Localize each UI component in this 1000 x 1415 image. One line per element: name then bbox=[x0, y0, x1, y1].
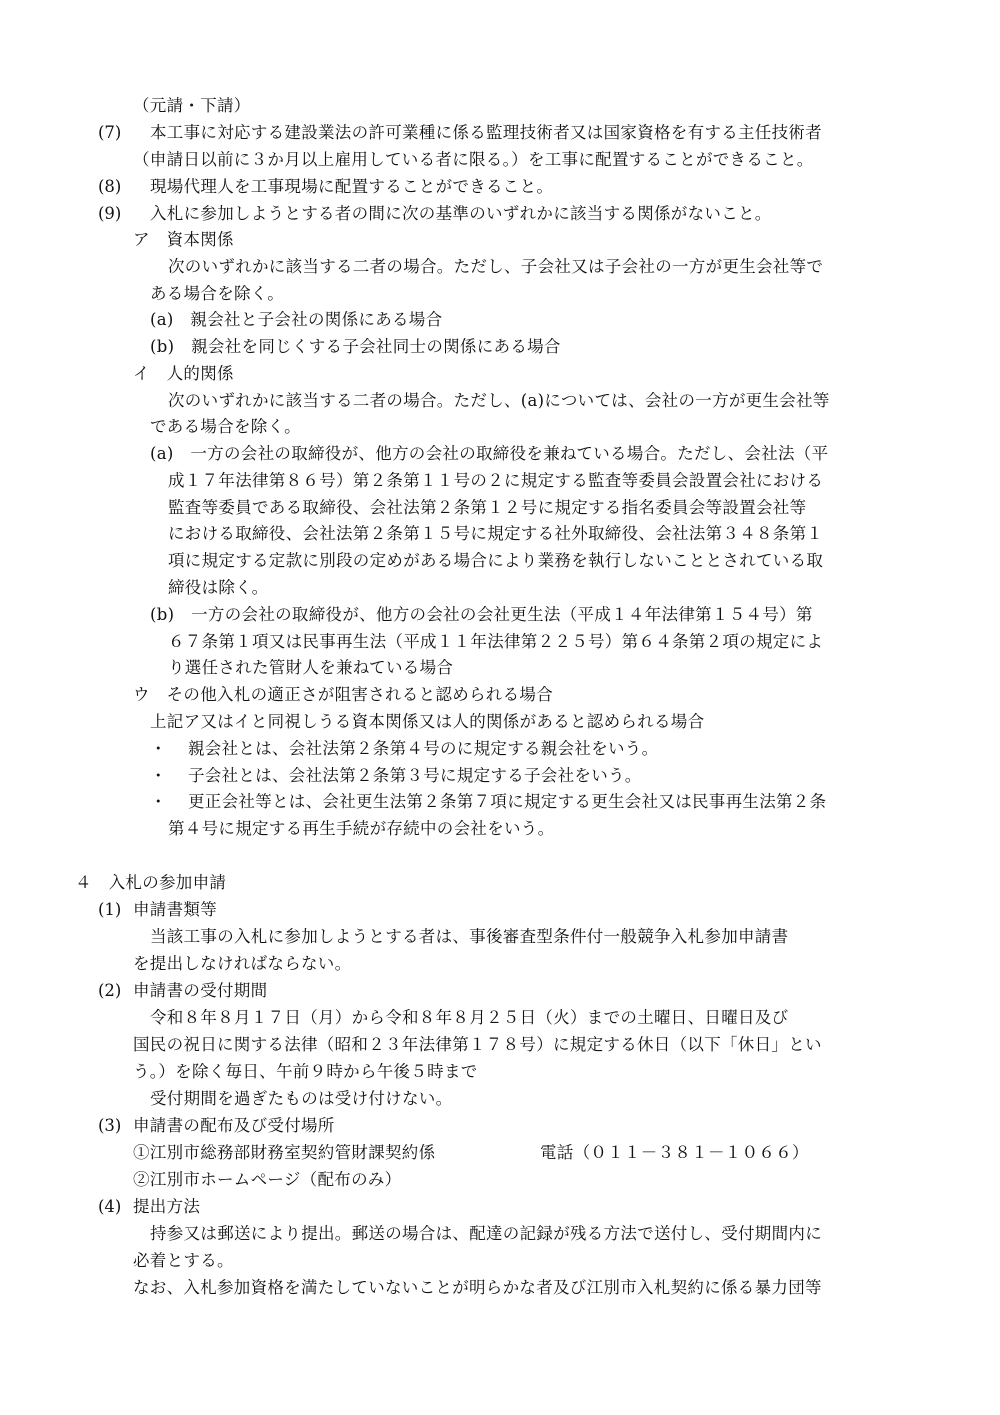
text-line: における取締役、会社法第２条第１５号に規定する社外取締役、会社法第３４８条第１ bbox=[168, 524, 824, 543]
text-line: (a) 親会社と子会社の関係にある場合 bbox=[150, 310, 443, 329]
subheading: 提出方法 bbox=[133, 1197, 201, 1216]
text-line: う。）を除く毎日、午前９時から午後５時まで bbox=[133, 1062, 478, 1081]
text-line: である場合を除く。 bbox=[150, 417, 301, 436]
text-line: 親会社とは、会社法第２条第４号のに規定する親会社をいう。 bbox=[188, 739, 659, 758]
text-line: (b) 親会社を同じくする子会社同士の関係にある場合 bbox=[150, 337, 561, 356]
text-line: ある場合を除く。 bbox=[150, 284, 285, 303]
text-line: ６７条第１項又は民事再生法（平成１１年法律第２２５号）第６４条第２項の規定によ bbox=[168, 632, 824, 651]
text-line: 次のいずれかに該当する二者の場合。ただし、子会社又は子会社の一方が更生会社等で bbox=[168, 257, 824, 276]
item-number: (2) bbox=[98, 981, 122, 1000]
bullet: ・ bbox=[150, 739, 167, 758]
bullet: ・ bbox=[150, 792, 167, 811]
text-line: を提出しなければならない。 bbox=[133, 954, 352, 973]
text-line: ②江別市ホームページ（配布のみ） bbox=[133, 1170, 402, 1189]
text-line: (b) 一方の会社の取締役が、他方の会社の会社更生法（平成１４年法律第１５４号）第 bbox=[150, 605, 813, 624]
subheading: 申請書の受付期間 bbox=[133, 981, 268, 1000]
item-number: (4) bbox=[98, 1197, 122, 1216]
text-line: （申請日以前に３か月以上雇用している者に限る。）を工事に配置することができること。 bbox=[133, 150, 814, 169]
text-line: 監査等委員である取締役、会社法第２条第１２号に規定する指名委員会等設置会社等 bbox=[168, 498, 807, 517]
text-line: 更正会社等とは、会社更生法第２条第７項に規定する更生会社又は民事再生法第２条 bbox=[188, 792, 827, 811]
subheading: イ 人的関係 bbox=[133, 364, 234, 383]
subheading: 申請書類等 bbox=[133, 900, 217, 919]
subheading: ア 資本関係 bbox=[133, 230, 234, 249]
item-number: (7) bbox=[98, 123, 122, 142]
section-heading: ４ 入札の参加申請 bbox=[75, 873, 227, 892]
text-line: 現場代理人を工事現場に配置することができること。 bbox=[150, 177, 554, 196]
text-line: 持参又は郵送により提出。郵送の場合は、配達の記録が残る方法で送付し、受付期間内に bbox=[150, 1224, 822, 1243]
text-line: なお、入札参加資格を満たしていないことが明らかな者及び江別市入札契約に係る暴力団等 bbox=[133, 1278, 822, 1297]
phone-number: 電話（０１１－３８１－１０６６） bbox=[540, 1143, 809, 1162]
text-line: 成１７年法律第８６号）第２条第１１号の２に規定する監査等委員会設置会社における bbox=[168, 471, 824, 490]
text-line: 受付期間を過ぎたものは受け付けない。 bbox=[150, 1089, 453, 1108]
item-number: (8) bbox=[98, 177, 122, 196]
item-number: (9) bbox=[98, 204, 122, 223]
text-line: 上記ア又はイと同視しうる資本関係又は人的関係があると認められる場合 bbox=[150, 712, 705, 731]
text-line: 必着とする。 bbox=[133, 1251, 234, 1270]
subheading: ウ その他入札の適正さが阻害されると認められる場合 bbox=[133, 685, 553, 704]
subheading: 申請書の配布及び受付場所 bbox=[133, 1116, 335, 1135]
text-line: 令和８年８月１７日（月）から令和８年８月２５日（火）までの土曜日、日曜日及び bbox=[150, 1008, 789, 1027]
text-line: り選任された管財人を兼ねている場合 bbox=[168, 658, 454, 677]
bullet: ・ bbox=[150, 766, 167, 785]
text-line: 子会社とは、会社法第２条第３号に規定する子会社をいう。 bbox=[188, 766, 642, 785]
text-line: ①江別市総務部財務室契約管財課契約係 bbox=[133, 1143, 436, 1162]
text-line: 本工事に対応する建設業法の許可業種に係る監理技術者又は国家資格を有する主任技術者 bbox=[150, 123, 822, 142]
text-line: （元請・下請） bbox=[133, 96, 251, 115]
item-number: (3) bbox=[98, 1116, 122, 1135]
text-line: 国民の祝日に関する法律（昭和２３年法律第１７８号）に規定する休日（以下「休日」とい bbox=[133, 1035, 822, 1054]
text-line: 当該工事の入札に参加しようとする者は、事後審査型条件付一般競争入札参加申請書 bbox=[150, 927, 789, 946]
text-line: 締役は除く。 bbox=[168, 578, 269, 597]
item-number: (1) bbox=[98, 900, 122, 919]
text-line: 入札に参加しようとする者の間に次の基準のいずれかに該当する関係がないこと。 bbox=[150, 204, 772, 223]
text-line: 第４号に規定する再生手続が存続中の会社をいう。 bbox=[168, 819, 555, 838]
text-line: 項に規定する定款に別段の定めがある場合により業務を執行しないこととされている取 bbox=[168, 551, 824, 570]
text-line: (a) 一方の会社の取締役が、他方の会社の取締役を兼ねている場合。ただし、会社法（平 bbox=[150, 444, 829, 463]
text-line: 次のいずれかに該当する二者の場合。ただし、(a)については、会社の一方が更生会社等 bbox=[168, 391, 830, 410]
